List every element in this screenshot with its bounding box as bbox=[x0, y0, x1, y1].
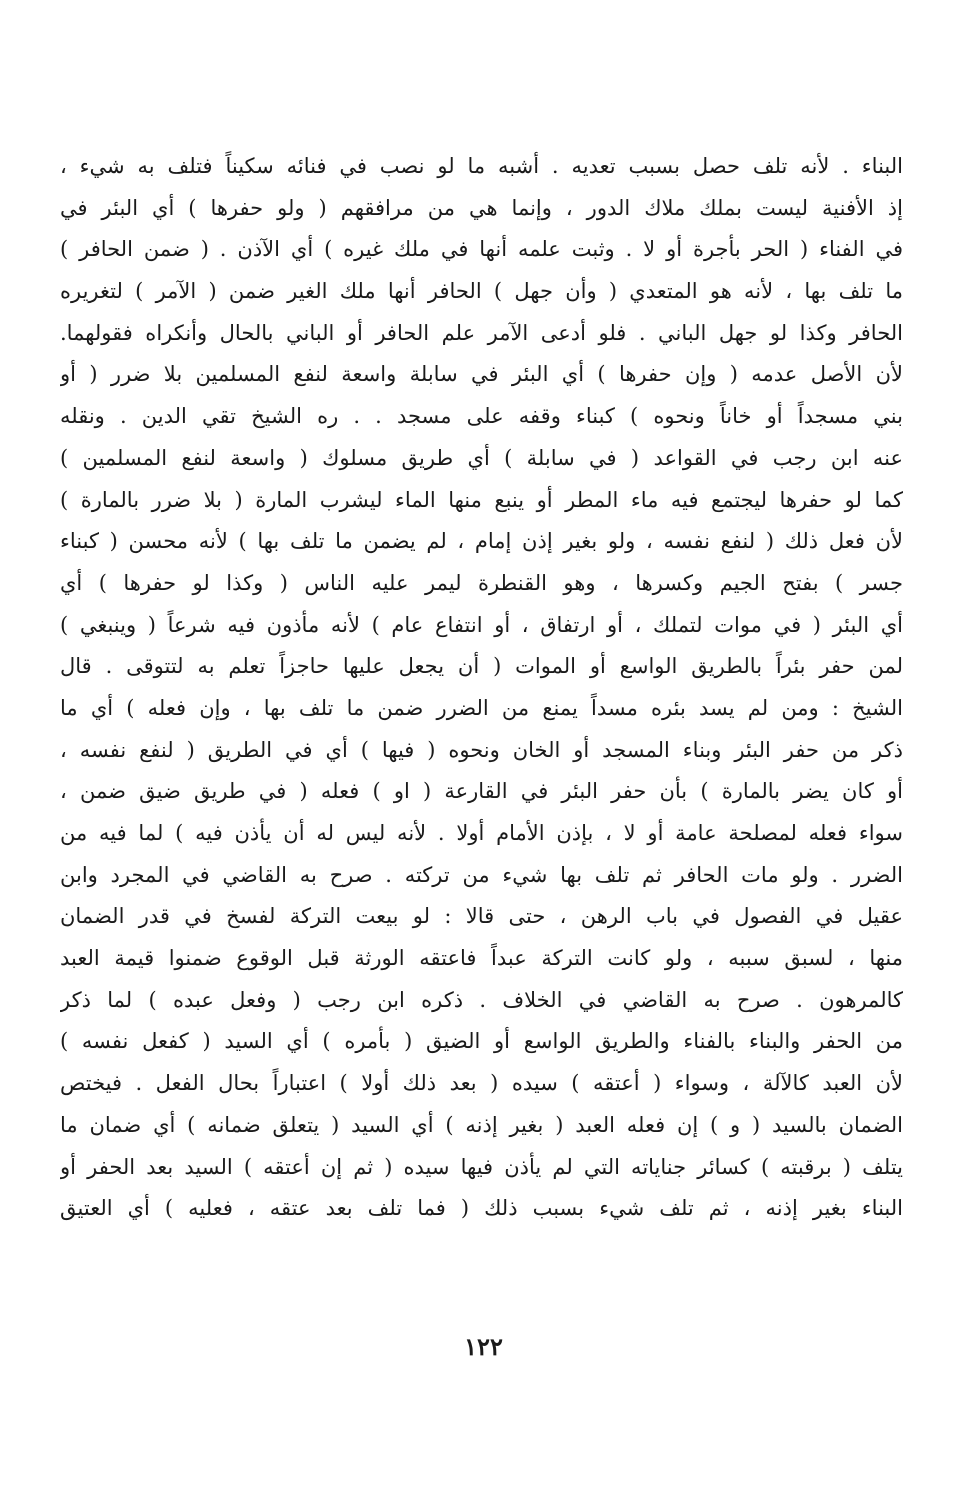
text-line: أي البئر ( في موات لتملك ، أو ارتفاق ، أو انتفاع عام ) لأنه مأذون فيه شرعاً ( وينبغي ) bbox=[60, 612, 903, 637]
text-line: عنه ابن رجب في القواعد ( في سابلة ) أي طريق مسلوك ( واسعة لنفع المسلمين ) bbox=[60, 445, 903, 470]
text-line: كالمرهون . صرح به القاضي في الخلاف . ذكره ابن رجب ( وفعل عبده ) لما ذكر bbox=[60, 987, 903, 1012]
text-line: البناء . لأنه تلف حصل بسبب تعديه . أشبه ما لو نصب في فنائه سكيناً فتلف به شيء ، bbox=[60, 154, 903, 178]
text-line: الضمان بالسيد ( و ) إن فعله العبد ( بغير إذنه ) أي السيد ( يتعلق ضمانه ) أي ضمان ما bbox=[60, 1112, 903, 1137]
text-line: جسر ) بفتح الجيم وكسرها ، وهو القنطرة ليمر عليه الناس ( وكذا لو حفرها ) أي bbox=[60, 570, 903, 595]
text-line: الحافر وكذا لو جهل الباني . فلو أدعى الآمر علم الحافر أو الباني بالحال وأنكراه فقولهما. bbox=[60, 320, 903, 345]
text-line: لأن فعل ذلك ( لنفع نفسه ، ولو بغير إذن إمام ، لم يضمن ما تلف بها ) لأنه محسن ( كبناء bbox=[60, 529, 903, 554]
text-line: بني مسجداً أو خاناً ونحوه ) كبناء وقفه على مسجد . . ره الشيخ تقي الدين . ونقله bbox=[60, 404, 903, 429]
text-line: عقيل في الفصول في باب الرهن ، حتى قالا : لو بيعت التركة لفسخ في قدر الضمان bbox=[60, 904, 903, 929]
text-line: يتلف ( برقبته ) كسائر جناياته التي لم يأذن فيها سيده ( ثم إن أعتقه ) السيد بعد الحفر أو bbox=[60, 1154, 903, 1179]
text-line: في الفناء ( الحر بأجرة أو لا . وثبت علمه أنها في ملك غيره ) أي الآذن . ( ضمن الحافر ) bbox=[60, 237, 903, 262]
text-line: إذ الأفنية ليست بملك ملاك الدور ، وإنما هي من مرافقهم ( ولو حفرها ) أي البئر في bbox=[60, 195, 903, 220]
text-line: منها ، لسبق سببه ، ولو كانت التركة عبداً فاعتقه الورثة قبل الوقوع ضمنوا قيمة العبد bbox=[60, 946, 903, 971]
text-line: لأن العبد كالآلة ، وسواء ( أعتقه ) سيده ( بعد ذلك أولا ) اعتباراً بحال الفعل . فيختص bbox=[60, 1071, 903, 1096]
text-line: لأن الأصل عدمه ( وإن حفرها ) أي البئر في سابلة واسعة لنفع المسلمين بلا ضرر ( أو bbox=[60, 362, 903, 387]
text-line: لمن حفر بئراً بالطريق الواسع أو الموات ( أن يجعل عليها حاجزاً تعلم به لتتوقى . قال bbox=[60, 654, 903, 679]
text-line: الضرر . ولو مات الحافر ثم تلف بها شيء من تركته . صرح به القاضي في المجرد وابن bbox=[60, 862, 903, 887]
text-line: أو كان يضر بالمارة ) بأن حفر البئر في القارعة ( او ) فعله ( في طريق ضيق ضمن ، bbox=[60, 779, 903, 804]
text-line: من الحفر والبناء بالفناء والطريق الواسع أو الضيق ( بأمره ) أي السيد ( كفعل نفسه ) bbox=[60, 1029, 903, 1054]
text-line: ما تلف بها ، لأنه هو المتعدي ( وأن جهل ) الحافر أنها ملك الغير ضمن ( الآمر ) لتغريره bbox=[60, 279, 903, 304]
text-line: سواء فعله لمصلحة عامة أو لا ، بإذن الأمام أولا . لأنه ليس له أن يأذن فيه ) لما فيه من bbox=[60, 821, 903, 845]
page-number: ١٢٢ bbox=[464, 1332, 503, 1361]
body-text bbox=[60, 146, 903, 1230]
text-line: البناء بغير إذنه ، ثم تلف شيء بسبب ذلك ( فما تلف بعد عتقه ، فعليه ) أي العتيق bbox=[60, 1196, 903, 1221]
text-line: كما لو حفرها ليجتمع فيه ماء المطر أو ينبع منها الماء ليشرب المارة ( بلا ضرر بالمارة ) bbox=[60, 487, 903, 512]
text-line: ذكر من حفر البئر وبناء المسجد أو الخان ونحوه ( فيها ) أي في الطريق ( لنفع نفسه ، bbox=[60, 737, 903, 762]
text-line: الشيخ : ومن لم يسد بئره مسداً يمنع من الضرر ضمن ما تلف بها ، وإن فعله ) أي ما bbox=[60, 695, 903, 720]
